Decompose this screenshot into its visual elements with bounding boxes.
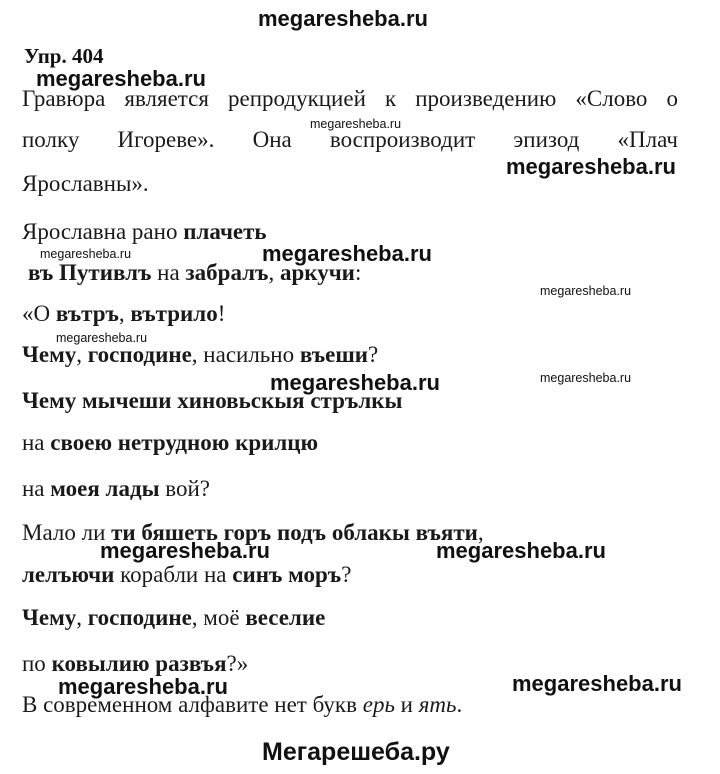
watermark-big[interactable]: megaresheba.ru: [512, 671, 682, 696]
watermark-big[interactable]: megaresheba.ru: [58, 674, 228, 699]
poem-line-4: Чему, господине, насильно въеши?: [22, 342, 379, 367]
watermark-big[interactable]: megaresheba.ru: [262, 241, 432, 266]
intro-line-3: Ярославны».: [22, 171, 149, 196]
intro-line-1: Гравюра является репродукцией к произведению «Слово о: [22, 86, 678, 111]
watermark-top[interactable]: megaresheba.ru: [258, 6, 428, 31]
poem-line-3: «О вътръ, вътрило!: [22, 301, 226, 326]
poem-line-6: на своею нетрудною крилцю: [22, 430, 319, 455]
watermark-small[interactable]: megaresheba.ru: [540, 371, 632, 385]
footer-site-name[interactable]: Мегарешеба.ру: [262, 738, 450, 766]
conclusion: В современном алфавите нет букв ерь и ять.: [22, 692, 463, 717]
poem-line-5: Чему мычеши хиновьскыя стрълкы: [22, 388, 403, 413]
watermark-small[interactable]: megaresheba.ru: [56, 331, 148, 345]
intro-line-2: полку Игореве». Она воспроизводит эпизод «Плач: [22, 127, 678, 152]
poem-line-1: Ярославна рано плачеть: [22, 219, 267, 244]
watermark-big[interactable]: megaresheba.ru: [36, 66, 206, 91]
poem-line-9: лелъючи корабли на синъ моръ?: [22, 562, 352, 587]
watermark-big[interactable]: megaresheba.ru: [270, 370, 440, 395]
watermark-big[interactable]: megaresheba.ru: [436, 538, 606, 563]
watermark-big[interactable]: megaresheba.ru: [100, 538, 270, 563]
poem-line-7: на моея лады вой?: [22, 476, 211, 501]
poem-line-2: въ Путивлъ на забралъ, аркучи:: [28, 260, 362, 285]
poem-line-8: Мало ли ти бяшеть горъ подъ облакы въяти,: [22, 520, 484, 545]
exercise-label: Упр. 404: [24, 44, 104, 68]
watermark-small[interactable]: megaresheba.ru: [540, 284, 632, 298]
watermark-small[interactable]: megaresheba.ru: [310, 117, 402, 131]
poem-line-10: Чему, господине, моё веселие: [22, 605, 326, 630]
poem-line-11: по ковылию развъя?»: [22, 651, 249, 676]
watermark-big[interactable]: megaresheba.ru: [506, 154, 676, 179]
watermark-small[interactable]: megaresheba.ru: [40, 247, 132, 261]
